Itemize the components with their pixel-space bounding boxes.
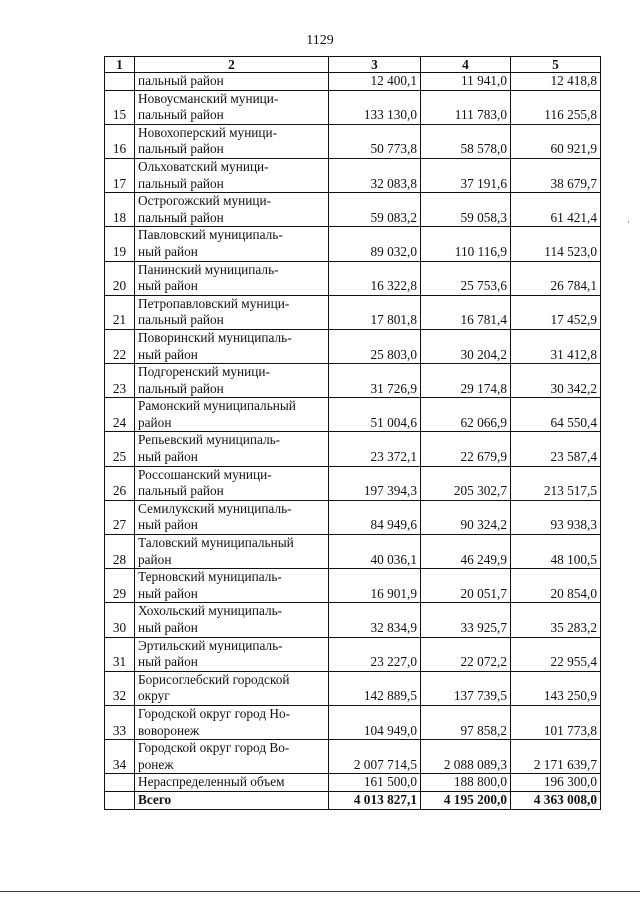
total-value-4: 4 195 200,0 (421, 791, 511, 809)
row-value-4: 97 858,2 (421, 705, 511, 739)
total-value-5: 4 363 008,0 (511, 791, 601, 809)
row-value-3: 142 889,5 (329, 671, 421, 705)
row-name-line: район (138, 551, 172, 567)
row-name (135, 295, 329, 329)
row-value-3: 51 004,6 (329, 398, 421, 432)
table-row (105, 774, 601, 792)
table-row (105, 432, 601, 466)
page-number: 1129 (306, 33, 334, 48)
row-name-line: ронеж (138, 756, 174, 772)
row-name (135, 535, 329, 569)
row-value-3: 25 803,0 (329, 329, 421, 363)
row-name-line: Петропавловский муници- (138, 295, 290, 311)
row-name-line: пальный район (138, 141, 224, 157)
row-name-line: Терновский муниципаль- (138, 569, 282, 585)
row-name-line: ный район (138, 620, 198, 635)
row-name (135, 569, 329, 603)
table-row (105, 90, 601, 124)
row-name-line: Поворинский муниципаль- (138, 329, 292, 345)
row-value-5: 22 955,4 (511, 637, 601, 671)
row-value-5: 116 255,8 (511, 90, 601, 124)
row-value-5: 196 300,0 (511, 774, 601, 792)
row-name-line: округ (138, 688, 170, 704)
row-value-5: 23 587,4 (511, 432, 601, 466)
row-value-5: 20 854,0 (511, 569, 601, 603)
table-row (105, 535, 601, 569)
row-index: 29 (105, 569, 135, 603)
row-value-3: 17 801,8 (329, 295, 421, 329)
row-value-5: 31 412,8 (511, 329, 601, 363)
row-name-line: Россошанский муници- (138, 466, 272, 482)
table-row (105, 398, 601, 432)
row-value-4: 205 302,7 (421, 466, 511, 500)
table-row (105, 671, 601, 705)
column-header-1: 1 (105, 57, 135, 73)
row-name (135, 603, 329, 637)
row-value-4: 188 800,0 (421, 774, 511, 792)
row-value-5: 64 550,4 (511, 398, 601, 432)
row-index: 32 (105, 671, 135, 705)
row-name (135, 500, 329, 534)
page-bottom-rule (0, 891, 640, 892)
row-name-line: Нераспределенный объем (138, 774, 285, 790)
row-index: 16 (105, 124, 135, 158)
table-row (105, 705, 601, 739)
table-row (105, 364, 601, 398)
row-value-3: 16 901,9 (329, 569, 421, 603)
row-name-line: пальный район (138, 107, 224, 123)
row-value-3: 84 949,6 (329, 500, 421, 534)
row-value-5: 12 418,8 (511, 73, 601, 91)
row-value-4: 58 578,0 (421, 124, 511, 158)
row-name-line: Репьевский муниципаль- (138, 432, 281, 448)
row-name (135, 193, 329, 227)
row-value-3: 31 726,9 (329, 364, 421, 398)
row-index: 30 (105, 603, 135, 637)
row-index: 20 (105, 261, 135, 295)
row-value-5: 38 679,7 (511, 158, 601, 192)
row-name-line: пальный район (138, 73, 224, 88)
row-name-line: Семилукский муниципаль- (138, 500, 292, 516)
row-name-line: Панинский муниципаль- (138, 261, 279, 277)
row-name-line: пальный район (138, 380, 224, 396)
row-name-line: ный район (138, 278, 198, 294)
row-index: 15 (105, 90, 135, 124)
table-row (105, 261, 601, 295)
column-header-4: 4 (421, 57, 511, 73)
row-name (135, 466, 329, 500)
total-row (105, 791, 601, 809)
row-value-4: 137 739,5 (421, 671, 511, 705)
row-name (135, 740, 329, 774)
row-name-line: ный район (138, 585, 198, 601)
row-index (105, 73, 135, 91)
row-value-4: 46 249,9 (421, 535, 511, 569)
row-name-line: ный район (138, 243, 198, 259)
row-name (135, 124, 329, 158)
row-index: 19 (105, 227, 135, 261)
header-row (105, 57, 601, 73)
row-value-3: 23 227,0 (329, 637, 421, 671)
table-row (105, 295, 601, 329)
row-value-5: 61 421,4 (511, 193, 601, 227)
row-name (135, 774, 329, 792)
row-value-4: 30 204,2 (421, 329, 511, 363)
table-row (105, 466, 601, 500)
row-name-line: район (138, 414, 172, 430)
table-row (105, 124, 601, 158)
row-value-3: 2 007 714,5 (329, 740, 421, 774)
row-value-5: 93 938,3 (511, 500, 601, 534)
row-value-4: 25 753,6 (421, 261, 511, 295)
row-index: 21 (105, 295, 135, 329)
total-value-3: 4 013 827,1 (329, 791, 421, 809)
row-value-5: 2 171 639,7 (511, 740, 601, 774)
row-name-line: пальный район (138, 312, 224, 328)
row-name-line: Новохоперский муници- (138, 124, 278, 140)
row-name-line: ный район (138, 346, 198, 362)
row-index: 23 (105, 364, 135, 398)
row-name-line: пальный район (138, 175, 224, 191)
row-value-3: 104 949,0 (329, 705, 421, 739)
row-value-4: 11 941,0 (421, 73, 511, 91)
row-value-5: 213 517,5 (511, 466, 601, 500)
row-value-4: 20 051,7 (421, 569, 511, 603)
row-value-4: 111 783,0 (421, 90, 511, 124)
table-row (105, 740, 601, 774)
row-value-3: 23 372,1 (329, 432, 421, 466)
row-name (135, 261, 329, 295)
row-value-3: 133 130,0 (329, 90, 421, 124)
row-name-line: Новоусманский муници- (138, 90, 279, 106)
margin-mark: ‚ (627, 214, 630, 224)
row-index: 18 (105, 193, 135, 227)
row-name-line: Подгоренский муници- (138, 364, 270, 380)
row-value-5: 114 523,0 (511, 227, 601, 261)
column-header-5: 5 (511, 57, 601, 73)
row-value-5: 101 773,8 (511, 705, 601, 739)
row-value-3: 32 834,9 (329, 603, 421, 637)
row-name-line: ный район (138, 654, 198, 670)
row-value-3: 32 083,8 (329, 158, 421, 192)
row-value-3: 197 394,3 (329, 466, 421, 500)
table-row (105, 637, 601, 671)
row-name-line: Эртильский муниципаль- (138, 637, 283, 653)
row-value-5: 35 283,2 (511, 603, 601, 637)
row-name (135, 432, 329, 466)
row-name-line: воворонеж (138, 722, 200, 738)
row-value-3: 59 083,2 (329, 193, 421, 227)
row-name-line: пальный район (138, 209, 224, 225)
row-value-3: 40 036,1 (329, 535, 421, 569)
table-row (105, 569, 601, 603)
row-index: 24 (105, 398, 135, 432)
row-value-5: 143 250,9 (511, 671, 601, 705)
row-name-line: Городской округ город Но- (138, 705, 291, 721)
budget-table (104, 56, 601, 810)
row-name-line: ный район (138, 517, 198, 533)
row-value-4: 110 116,9 (421, 227, 511, 261)
row-index: 25 (105, 432, 135, 466)
row-value-4: 22 679,9 (421, 432, 511, 466)
row-name-line: Хохольский муниципаль- (138, 603, 283, 619)
row-index: 33 (105, 705, 135, 739)
row-name-line: Ольховатский муници- (138, 158, 269, 174)
row-name (135, 227, 329, 261)
total-index (105, 791, 135, 809)
row-index: 28 (105, 535, 135, 569)
row-value-3: 89 032,0 (329, 227, 421, 261)
row-value-4: 37 191,6 (421, 158, 511, 192)
row-name (135, 705, 329, 739)
row-name (135, 73, 329, 91)
row-name-line: Рамонский муниципальный (138, 398, 296, 414)
row-value-4: 59 058,3 (421, 193, 511, 227)
row-value-4: 90 324,2 (421, 500, 511, 534)
table-body (105, 73, 601, 792)
row-index: 22 (105, 329, 135, 363)
table-row (105, 500, 601, 534)
row-name (135, 329, 329, 363)
table-row (105, 193, 601, 227)
row-name (135, 671, 329, 705)
row-name (135, 90, 329, 124)
row-index: 17 (105, 158, 135, 192)
row-name (135, 637, 329, 671)
table-header (105, 57, 601, 73)
column-header-3: 3 (329, 57, 421, 73)
row-name (135, 398, 329, 432)
table-row (105, 603, 601, 637)
row-name-line: Борисоглебский городской (138, 671, 290, 687)
column-header-2: 2 (135, 57, 329, 73)
row-name (135, 364, 329, 398)
table-row (105, 158, 601, 192)
row-name-line: Таловский муниципальный (138, 535, 294, 551)
row-value-4: 16 781,4 (421, 295, 511, 329)
row-value-3: 12 400,1 (329, 73, 421, 91)
row-index (105, 774, 135, 792)
table-row (105, 329, 601, 363)
row-value-4: 29 174,8 (421, 364, 511, 398)
row-value-4: 2 088 089,3 (421, 740, 511, 774)
row-value-4: 62 066,9 (421, 398, 511, 432)
row-value-3: 161 500,0 (329, 774, 421, 792)
row-name-line: Павловский муниципаль- (138, 227, 283, 243)
row-name (135, 158, 329, 192)
row-value-4: 33 925,7 (421, 603, 511, 637)
row-name-line: Городской округ город Во- (138, 740, 290, 756)
total-label: Всего (135, 791, 329, 809)
row-index: 31 (105, 637, 135, 671)
row-value-3: 50 773,8 (329, 124, 421, 158)
row-index: 26 (105, 466, 135, 500)
row-value-4: 22 072,2 (421, 637, 511, 671)
row-name-line: Острогожский муници- (138, 193, 272, 209)
row-name-line: пальный район (138, 483, 224, 499)
row-value-3: 16 322,8 (329, 261, 421, 295)
row-value-5: 60 921,9 (511, 124, 601, 158)
row-name-line: ный район (138, 449, 198, 465)
row-value-5: 17 452,9 (511, 295, 601, 329)
row-index: 34 (105, 740, 135, 774)
table-row (105, 227, 601, 261)
row-value-5: 26 784,1 (511, 261, 601, 295)
row-index: 27 (105, 500, 135, 534)
row-value-5: 30 342,2 (511, 364, 601, 398)
row-value-5: 48 100,5 (511, 535, 601, 569)
table-row (105, 73, 601, 91)
